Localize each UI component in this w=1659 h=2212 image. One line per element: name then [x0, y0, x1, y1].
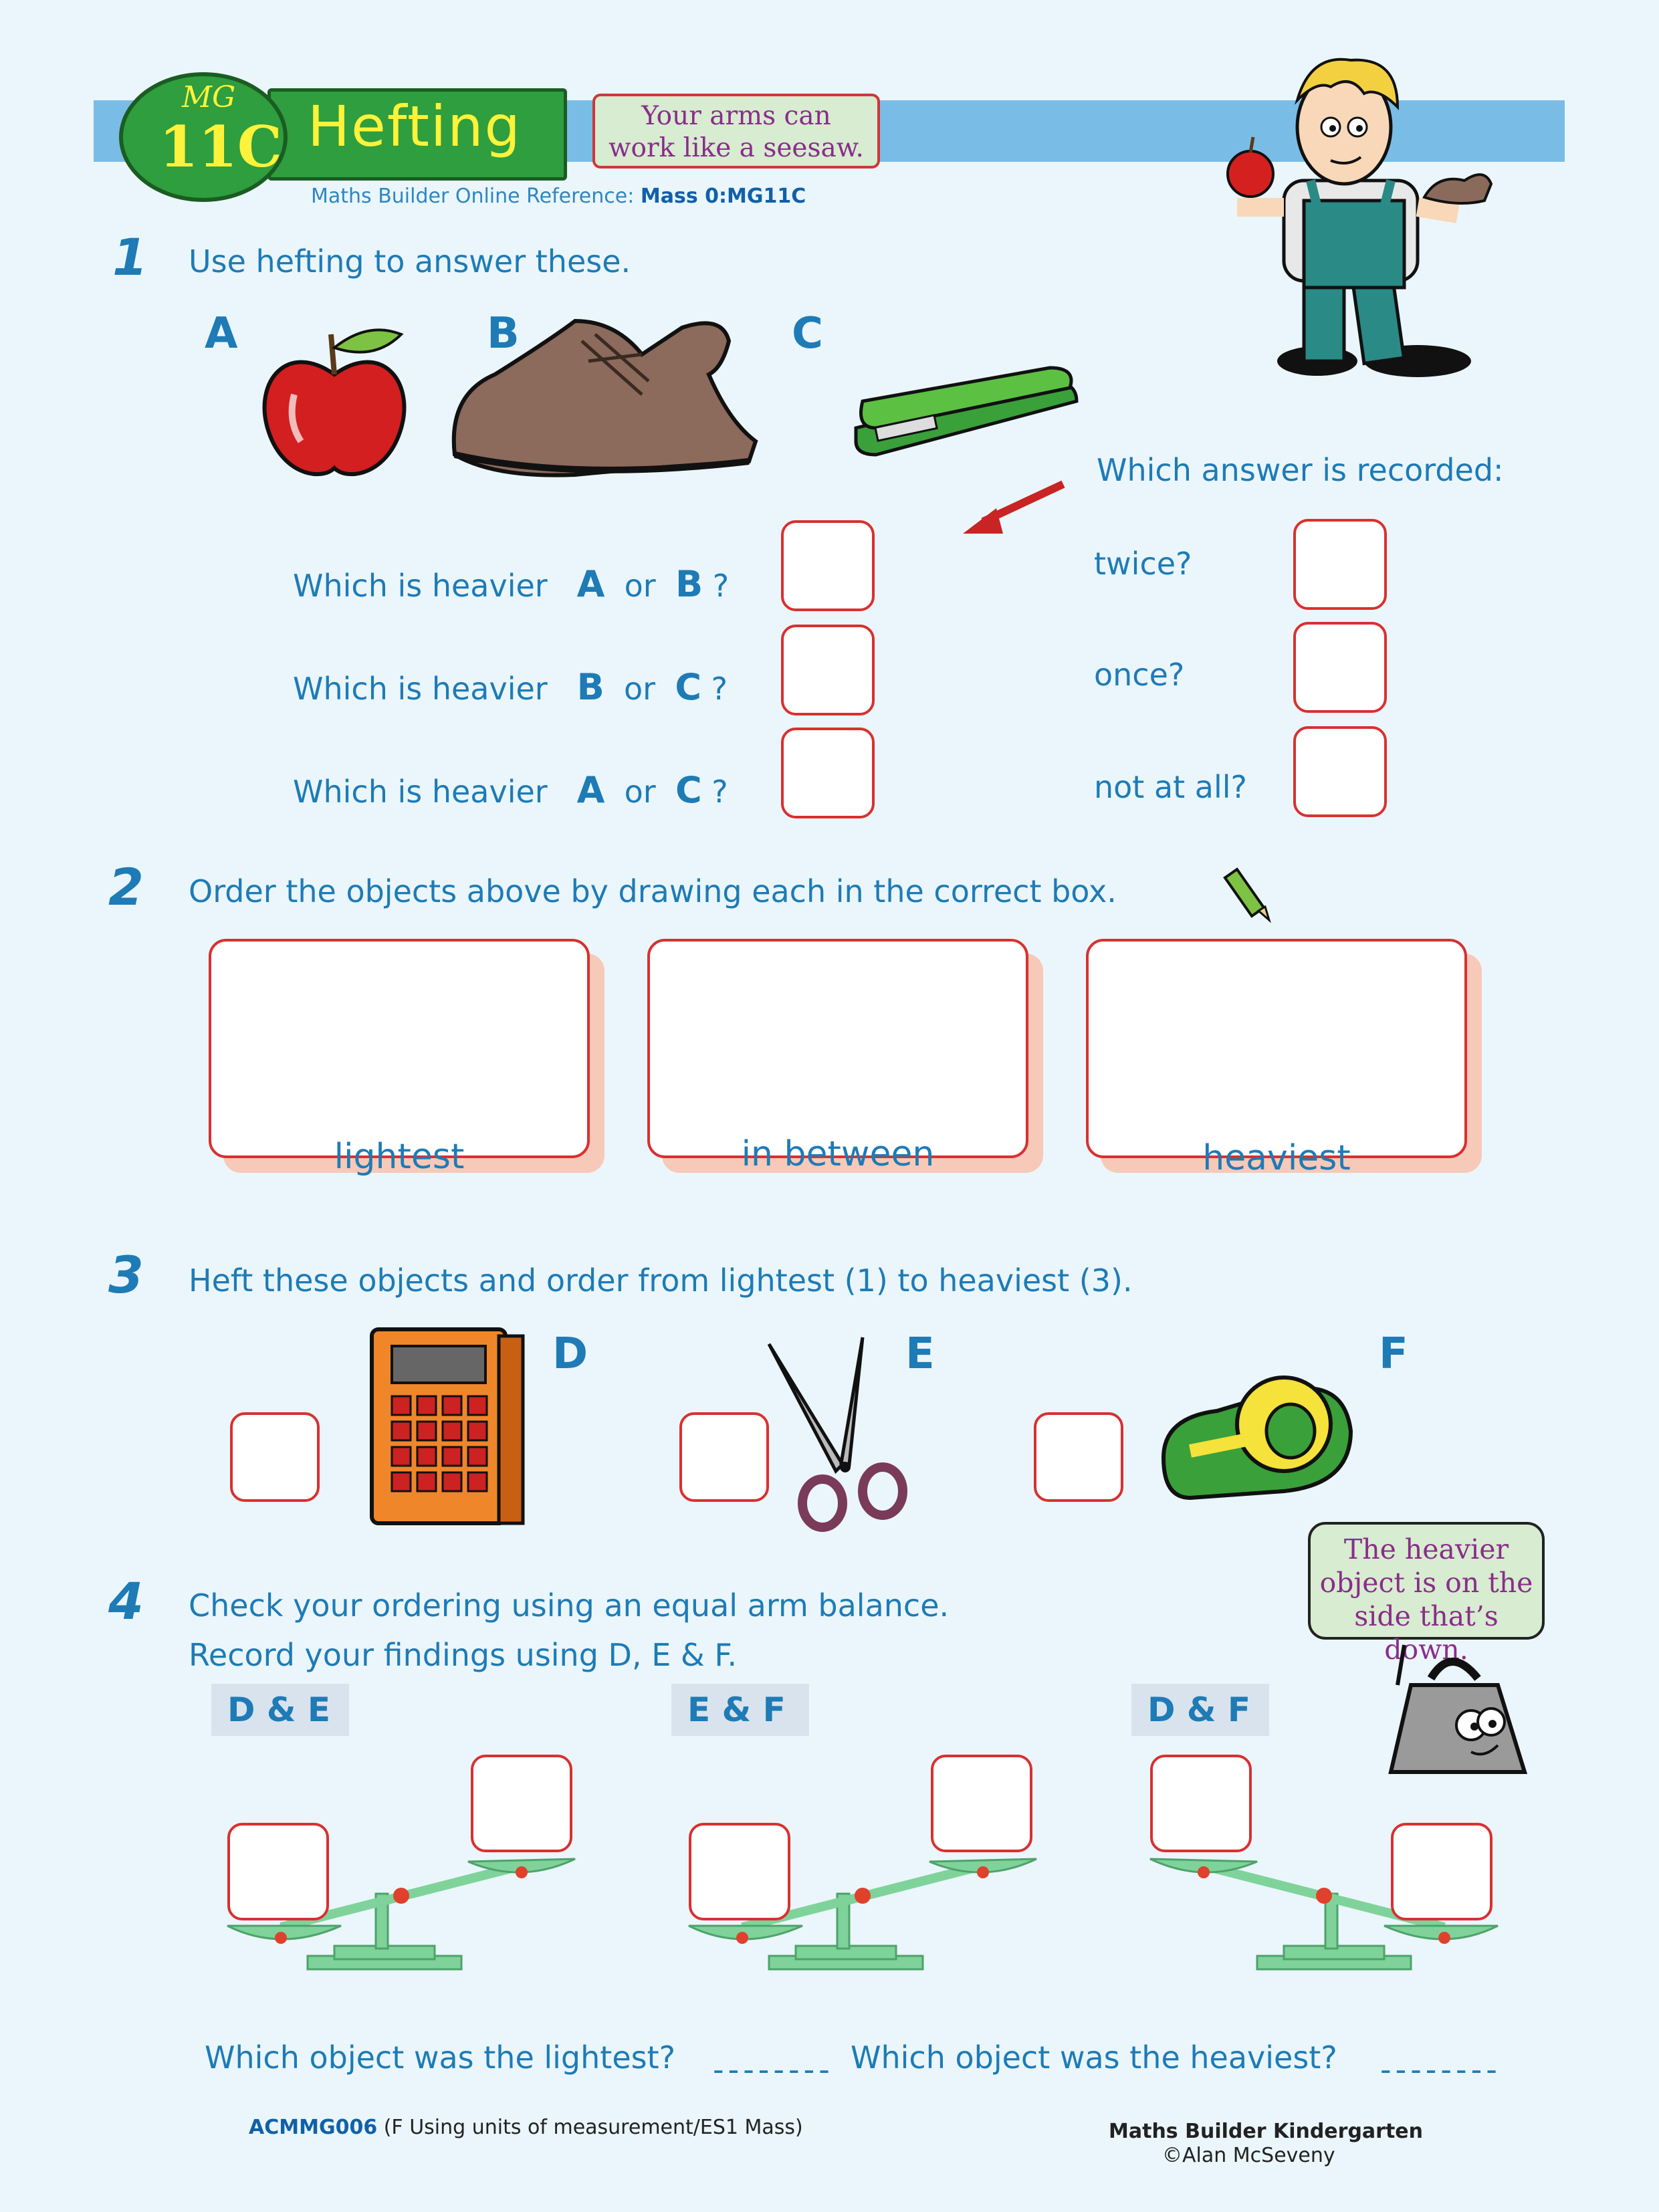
answer-box-ab[interactable] [781, 520, 875, 611]
curriculum-code-id: ACMMG006 [249, 2116, 378, 2139]
heavier-prefix: Which is heavier [293, 671, 548, 707]
label-d: D [552, 1329, 588, 1379]
tip-line-1: Your arms can [641, 101, 831, 131]
order-box-f[interactable] [1034, 1412, 1123, 1502]
online-reference [311, 185, 806, 208]
badge-strand: MG [182, 80, 236, 114]
scissors-icon [762, 1331, 923, 1538]
question-4-text-1: Check your ordering using an equal arm balance. [189, 1587, 950, 1624]
answer-box-ac[interactable] [781, 728, 875, 818]
question-mark: ? [711, 671, 728, 707]
calculator-icon [365, 1323, 532, 1537]
recorded-not-at-all: not at all? [1094, 769, 1247, 805]
question-3-number: 3 [108, 1245, 144, 1305]
recorded-once: once? [1094, 657, 1185, 693]
label-c: C [792, 309, 823, 358]
tip-box [592, 94, 880, 169]
recorded-title: Which answer is recorded: [1097, 452, 1504, 488]
heaviest-answer-blank[interactable]: -------- [1380, 2052, 1501, 2088]
apple-icon [247, 314, 421, 488]
curriculum-description: (F Using units of measurement/ES1 Mass) [377, 2116, 803, 2139]
arrow-icon [956, 475, 1070, 542]
question-4-number: 4 [108, 1571, 144, 1631]
question-mark: ? [712, 568, 730, 604]
pair-label-ef: E & F [671, 1684, 809, 1736]
page-title: Hefting [308, 94, 522, 159]
question-2-number: 2 [108, 857, 144, 917]
draw-label-heaviest: heaviest [1202, 1138, 1351, 1178]
lightest-answer-blank[interactable]: -------- [713, 2052, 834, 2088]
question-4-text-2: Record your findings using D, E & F. [189, 1637, 738, 1673]
shoe-icon [441, 301, 776, 481]
option-a: B [576, 666, 604, 708]
label-f: F [1379, 1329, 1408, 1379]
draw-box-in-between[interactable] [647, 939, 1028, 1158]
or-text: or [624, 671, 656, 707]
recorded-twice: twice? [1094, 546, 1192, 582]
balance-ef-right-box[interactable] [931, 1755, 1032, 1852]
answer-box-not-at-all[interactable] [1293, 726, 1387, 817]
reference-prefix: Maths Builder Online Reference: [311, 185, 641, 208]
lightest-question: Which object was the lightest? [205, 2039, 676, 2076]
draw-box-lightest[interactable] [209, 939, 590, 1158]
pencil-icon [1217, 856, 1284, 923]
heavier-row-3 [293, 769, 728, 811]
question-1-text: Use hefting to answer these. [189, 243, 631, 280]
question-1-number: 1 [112, 227, 148, 287]
answer-box-twice[interactable] [1293, 519, 1387, 610]
curriculum-code [249, 2116, 803, 2139]
draw-label-in-between: in between [741, 1134, 935, 1174]
stapler-icon [849, 354, 1083, 461]
boy-illustration [1197, 47, 1505, 381]
heavier-prefix: Which is heavier [293, 568, 548, 604]
question-mark: ? [711, 774, 728, 810]
heaviest-question: Which object was the heaviest? [851, 2039, 1337, 2076]
order-box-d[interactable] [230, 1412, 320, 1502]
bubble-line-2: object is on the [1319, 1567, 1533, 1599]
label-b: B [487, 309, 520, 358]
badge-number: 11C [159, 114, 282, 180]
copyright: ©Alan McSeveny [1162, 2144, 1335, 2167]
label-e: E [905, 1329, 935, 1379]
balance-df-left-box[interactable] [1150, 1755, 1252, 1852]
option-b: C [675, 666, 701, 708]
heavier-row-2 [293, 666, 728, 708]
option-a: A [576, 563, 605, 605]
or-text: or [624, 774, 656, 810]
answer-box-once[interactable] [1293, 622, 1387, 713]
speech-bubble [1308, 1522, 1545, 1666]
balance-de-left-box[interactable] [227, 1823, 329, 1920]
question-2-text: Order the objects above by drawing each in the correct box. [189, 873, 1117, 909]
pair-label-de: D & E [211, 1684, 349, 1736]
balance-de-right-box[interactable] [471, 1755, 572, 1852]
heavier-row-1 [293, 563, 729, 605]
tip-line-2: work like a seesaw. [609, 133, 864, 163]
option-b: B [675, 563, 703, 605]
draw-box-heaviest[interactable] [1086, 939, 1467, 1158]
bubble-line-1: The heavier [1343, 1533, 1509, 1565]
option-a: A [576, 769, 605, 811]
pair-label-df: D & F [1131, 1684, 1269, 1736]
book-title: Maths Builder Kindergarten [1109, 2120, 1424, 2143]
label-a: A [205, 309, 238, 358]
heavier-prefix: Which is heavier [293, 774, 548, 810]
question-3-text: Heft these objects and order from lightest (1) to heaviest (3). [189, 1262, 1133, 1299]
answer-box-bc[interactable] [781, 625, 875, 715]
draw-label-lightest: lightest [334, 1137, 465, 1177]
or-text: or [624, 568, 656, 604]
option-b: C [675, 769, 702, 811]
order-box-e[interactable] [679, 1412, 769, 1502]
bubble-line-3: side that’s down. [1354, 1600, 1499, 1666]
balance-ef-left-box[interactable] [689, 1823, 790, 1920]
reference-code: Mass 0:MG11C [640, 185, 806, 208]
balance-df-right-box[interactable] [1391, 1823, 1492, 1920]
tape-dispenser-icon [1150, 1351, 1357, 1505]
